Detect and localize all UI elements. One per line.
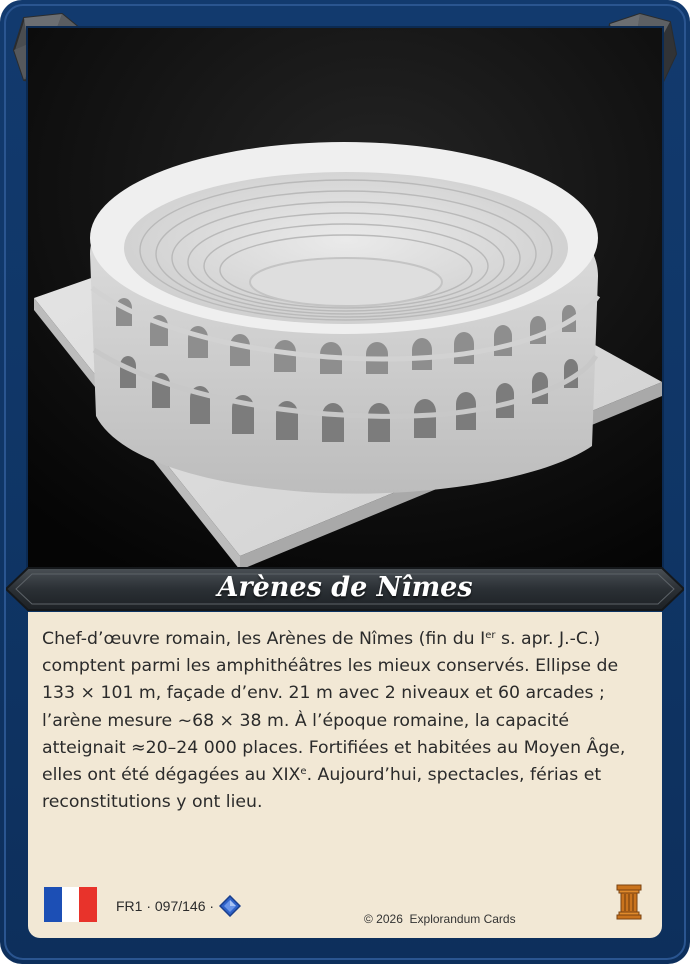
card-description <box>42 626 654 816</box>
flag-stripe-blue <box>44 887 62 922</box>
flag-stripe-white <box>62 887 80 922</box>
french-flag-icon <box>44 887 97 922</box>
set-code: FR1 · 097/146 · <box>116 898 215 914</box>
copyright-text: © 2026 Explorandum Cards <box>364 912 516 926</box>
flag-stripe-red <box>79 887 97 922</box>
description-text-1: Chef-d’œuvre romain, les Arènes de Nîmes (fin du I <box>42 629 486 649</box>
description-text-2: s. apr. J.-C.) comptent parmi les amphithéâtres les mieux conservés. Ellipse de 133 × 101 m, façade d’env. 21 m avec 2 niveaux et 60 arcades ; l’arène mesure ~68 × 38 m. À l’époque romaine, la capacité atteignait ≈20–24 000 places. Fortifiées et habitées au Moyen Âge, elles ont été dégagées au XIX <box>42 629 626 786</box>
description-panel <box>28 612 662 938</box>
description-text-3: . Aujourd’hui, spectacles, férias et reconstitutions y ont lieu. <box>42 765 602 813</box>
set-number <box>116 895 241 917</box>
superscript-er: er <box>485 630 496 641</box>
superscript-e: e <box>300 766 307 778</box>
roman-column-icon <box>616 884 642 920</box>
card-title: Arènes de Nîmes <box>217 572 473 603</box>
arena-illustration <box>26 26 664 570</box>
blue-diamond-gem-icon <box>219 895 241 917</box>
title-banner <box>6 566 684 612</box>
